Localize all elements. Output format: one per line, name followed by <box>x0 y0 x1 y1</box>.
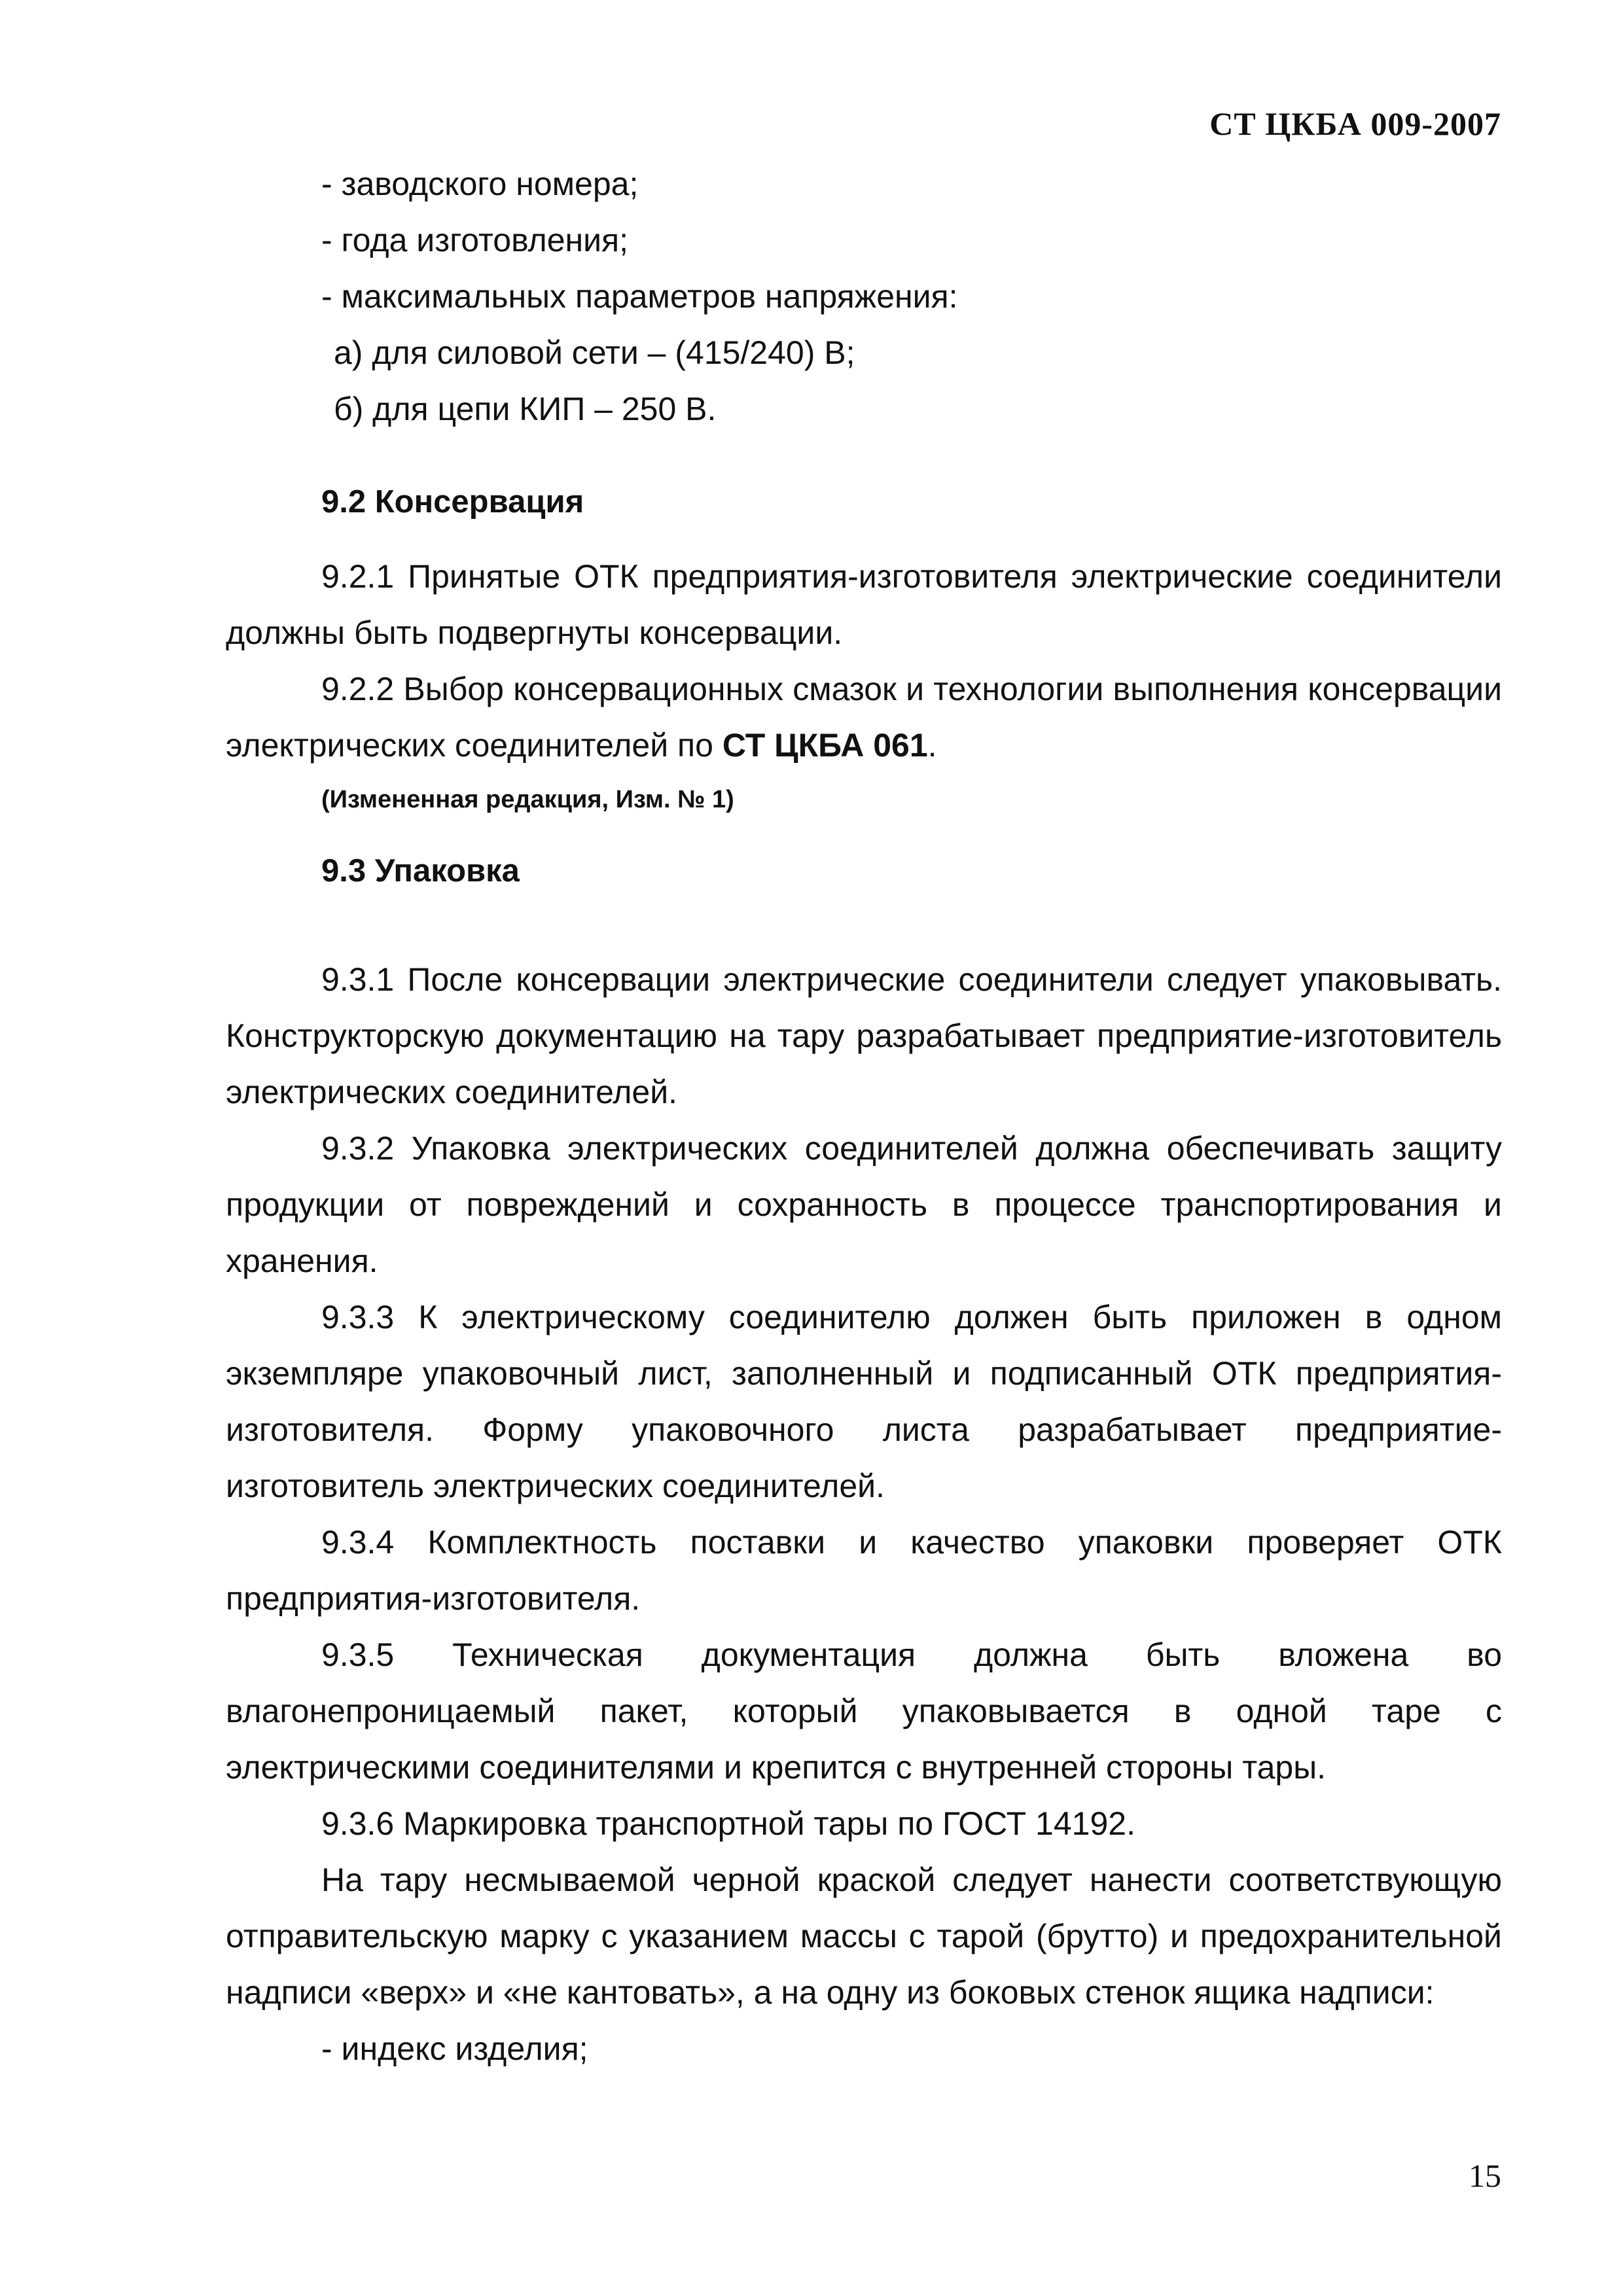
paragraph-9-3-5: 9.3.5 Техническая документация должна быть вложена во влагонепроницаемый пакет, который упаковывается в одной таре с электрическими соединителями и крепится с внутренней стороны тары. <box>226 1636 1502 1786</box>
paragraph-end: . <box>927 727 937 764</box>
paragraph-9-3-6: 9.3.6 Маркировка транспортной тары по ГОСТ 14192. <box>321 1805 1135 1842</box>
list-item: - индекс изделия; <box>321 2030 588 2067</box>
standard-reference: СТ ЦКБА 061 <box>722 727 928 764</box>
revision-note: (Измененная редакция, Изм. № 1) <box>321 786 734 813</box>
paragraph-9-2-1: 9.2.1 Принятые ОТК предприятия-изготовителя электрические соединители должны быть подвергнуты консервации. <box>226 558 1502 651</box>
list-item: - года изготовления; <box>321 222 629 258</box>
list-item: - максимальных параметров напряжения: <box>321 278 958 315</box>
paragraph-text: 9.2.2 Выбор консервационных смазок и технологии выполнения консервации электрических соединителей по <box>226 671 1502 764</box>
paragraph-9-3-4: 9.3.4 Комплектность поставки и качество упаковки проверяет ОТК предприятия-изготовителя. <box>226 1524 1502 1617</box>
paragraph-9-3-1: 9.3.1 После консервации электрические соединители следует упаковывать. Конструкторскую документацию на тару разрабатывает предприятие-изготовитель электрических соединителей. <box>226 961 1502 1110</box>
voltage-item: б) для цепи КИП – 250 В. <box>334 391 717 427</box>
voltage-item: а) для силовой сети – (415/240) В; <box>334 334 855 371</box>
document-code-header: СТ ЦКБА 009-2007 <box>1209 105 1501 142</box>
section-heading-9-3: 9.3 Упаковка <box>321 853 520 889</box>
paragraph-9-2-2 <box>226 661 1502 773</box>
paragraph-9-3-2: 9.3.2 Упаковка электрических соединителей должна обеспечивать защиту продукции от повреждений и сохранность в процессе транспортирования и хранения. <box>226 1130 1502 1279</box>
page-body <box>226 156 1502 2077</box>
paragraph-9-3-3: 9.3.3 К электрическому соединителю должен быть приложен в одном экземпляре упаковочный лист, заполненный и подписанный ОТК предприятия-изготовителя. Форму упаковочного листа разрабатывает предприятие-изготовитель электрических соединителей. <box>226 1299 1502 1504</box>
page-number: 15 <box>1469 2157 1501 2194</box>
list-item: - заводского номера; <box>321 166 639 202</box>
paragraph-marking: На тару несмываемой черной краской следует нанести соответствующую отправительскую марку с указанием массы с тарой (брутто) и предохранительной надписи «верх» и «не кантовать», а на одну из боковых стенок ящика надписи: <box>226 1862 1502 2011</box>
section-heading-9-2: 9.2 Консервация <box>321 484 584 520</box>
